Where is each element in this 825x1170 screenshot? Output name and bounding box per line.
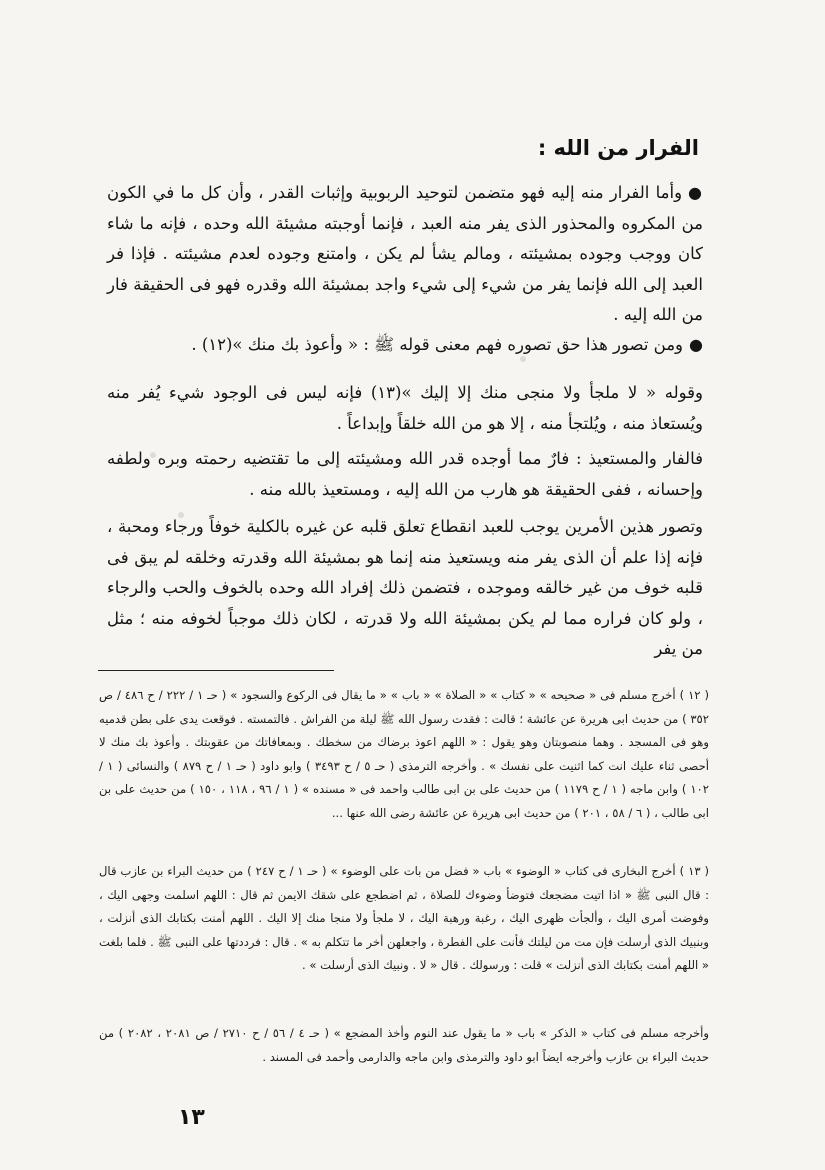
section-heading: الفرار من الله :: [537, 136, 699, 160]
bullet-icon: ●: [689, 335, 703, 354]
paragraph-4: [107, 444, 703, 505]
footnote-number: ( ١٢ ): [679, 688, 709, 702]
footnote-13: [99, 860, 709, 978]
paragraph-text: فالفار والمستعيذ : فارٌ مما أوجده قدر الله ومشيئته إلى ما تقتضيه رحمته وبره ولطفه وإحسانه ، ففى الحقيقة هو هارب من الله إليه ، ومستعيذ بالله منه .: [107, 449, 703, 499]
paragraph-5: [107, 512, 703, 665]
paragraph-3: [107, 378, 703, 439]
paragraph-text: وقوله « لا ملجأ ولا منجى منك إلا إليك »(١٣) فإنه ليس فى الوجود شيء يُفر منه ويُستعاذ منه ، ويُلتجأ منه ، إلا هو من الله خلقاً وإبداعاً .: [107, 383, 703, 433]
paragraph-text: وأما الفرار منه إليه فهو متضمن لتوحيد الربوبية وإثبات القدر ، وأن كل ما في الكون من المكروه والمحذور الذى يفر منه العبد ، فإنما أوجبته مشيئة الله وحده ، فإنه ما شاء كان ووجب وجوده بمشيئته ، ومالم يشأ لم يكن ، وامتنع وجوده لعدم مشيئته . فإذا فر العبد إلى الله فإنما يفر من شيء إلى شيء واجد بمشيئة الله وقدره فهو فى الحقيقة فار من الله إليه .: [107, 183, 703, 324]
footnote-12: [99, 684, 709, 826]
footnote-separator: [98, 670, 334, 671]
footnote-text: أخرج مسلم فى « صحيحه » « كتاب » « الصلاة » « باب » « ما يقال فى الركوع والسجود » ( حـ ١ / ٢٢٢ / ح ٤٨٦ / ص ٣٥٢ ) من حديث ابى هريرة عن عائشة ؛ قالت : فقدت رسول الله ﷺ ليلة من الفراش . فالتمسته . فوقعت يدى على بطن قدميه وهو فى المسجد . وهما منصوبتان وهو يقول : « اللهم اعوذ برضاك من سخطك . وبمعافاتك من عقوبتك . وأعوذ بك منك لا أحصى ثناء عليك انت كما اثنيت على نفسك » . وأخرجه الترمذى ( حـ ٥ / ح ٣٤٩٣ ) وابو داود ( حـ ١ / ح ٨٧٩ ) والنسائى ( ١ / ١٠٢ ) وابن ماجه ( ١ / ح ١١٧٩ ) من حديث على بن ابى طالب واحمد فى « مسنده » ( ١ / ٩٦ ، ١١٨ ، ١٥٠ ) من حديث على بن ابى طالب ، ( ٦ / ٥٨ ، ٢٠١ ) من حديث ابى هريرة عن عائشة رضى الله عنها ...: [99, 688, 709, 820]
paragraph-2: [107, 330, 703, 361]
bullet-icon: ●: [688, 183, 703, 202]
footnote-text: وأخرجه مسلم فى كتاب « الذكر » باب « ما يقول عند النوم وأخذ المضجع » ( حـ ٤ / ٥٦ / ح ٢٧١٠ / ص ٢٠٨١ ، ٢٠٨٢ ) من حديث البراء بن عازب وأخرجه ايضاً ابو داود والترمذى وابن ماجه والدارمى وأحمد فى المسند .: [99, 1026, 709, 1064]
paragraph-text: وتصور هذين الأمرين يوجب للعبد انقطاع تعلق قلبه عن غيره بالكلية خوفاً ورجاء ومحبة ، فإنه إذا علم أن الذى يفر منه ويستعيذ منه إنما هو بمشيئة الله وقدرته وخلقه لم يبق فى قلبه خوف من غير خالقه وموجده ، فتضمن ذلك إفراد الله وحده بالخوف والحب والرجاء ، ولو كان فراره مما لم يكن بمشيئة الله ولا قدرته ، لكان ذلك موجباً لخوفه منه ؛ مثل من يفر: [107, 517, 703, 658]
paragraph-text: ومن تصور هذا حق تصوره فهم معنى قوله ﷺ : « وأعوذ بك منك »(١٢) .: [191, 335, 684, 354]
footnote-number: ( ١٣ ): [679, 864, 709, 878]
page-number: ١٣: [178, 1105, 205, 1130]
paragraph-1: [107, 178, 703, 331]
footnote-text: أخرج البخارى فى كتاب « الوضوء » باب « فضل من بات على الوضوء » ( حـ ١ / ح ٢٤٧ ) من حديث البراء بن عازب قال : قال النبى ﷺ « اذا اتيت مضجعك فتوضأ وضوءك للصلاة ، ثم اضطجع على شقك الايمن ثم قال : اللهم اسلمت وجهى اليك ، وفوضت أمرى اليك ، وألجأت ظهرى اليك ، رغبة ورهبة اليك ، لا ملجأ ولا منجا منك إلا اليك . اللهم أمنت بكتابك الذى أنزلت ، وبنبيك الذى أرسلت فإن مت من ليلتك فأنت على الفطرة ، واجعلهن أخر ما تتكلم به » . قال : فرددتها على النبى ﷺ . فلما بلغت « اللهم أمنت بكتابك الذى أنزلت » قلت : ورسولك . قال « لا . ونبيك الذى أرسلت » .: [99, 864, 709, 973]
footnote-13-continuation: [99, 1022, 709, 1069]
